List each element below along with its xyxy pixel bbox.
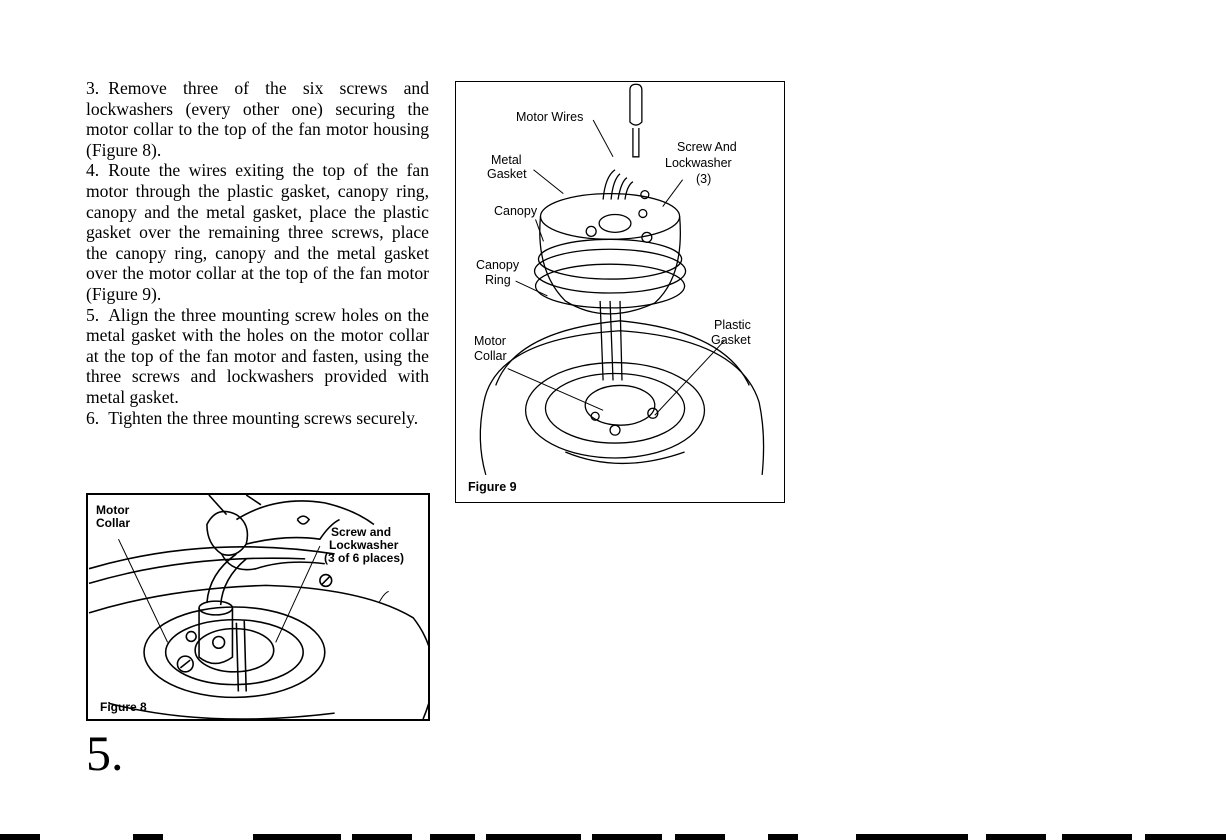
step-number: 4. <box>86 160 100 181</box>
label-motor: Motor <box>96 503 130 517</box>
step-number: 6. <box>86 407 100 428</box>
instruction-step-6 <box>86 408 429 429</box>
label-motor: Motor <box>474 334 506 348</box>
label-screw-and: Screw And <box>677 140 737 154</box>
step-text: Remove three of the six screws and lockwashers (every other one) securing the motor collar to the top of the fan motor housing (Figure 8). <box>86 78 429 160</box>
step-number: 3. <box>86 78 100 98</box>
step-text: Align the three mounting screw holes on the metal gasket with the holes on the motor collar at the top of the fan motor and fasten, using the three screws and lockwashers provided with metal gasket. <box>86 304 429 407</box>
page-number: 5. <box>86 725 124 781</box>
step-text: Route the wires exiting the top of the fan motor through the plastic gasket, canopy ring, canopy and the metal gasket, place the plastic gasket over the remaining three screws, place the canopy ring, canopy and the metal gasket over the motor collar at the top of the fan motor (Figure 9). <box>86 160 429 304</box>
figure-9 <box>455 81 785 503</box>
label-plastic-gasket: Gasket <box>711 333 751 347</box>
instruction-step-5 <box>86 305 429 408</box>
instruction-step-4 <box>86 160 429 304</box>
scan-edge-marks <box>0 834 1226 840</box>
installation-instructions <box>86 78 429 428</box>
figure-9-caption: Figure 9 <box>468 480 517 494</box>
label-collar: Collar <box>474 349 507 363</box>
label-screw-and: Screw and <box>331 525 392 539</box>
label-canopy: Canopy <box>494 204 538 218</box>
label-canopy-ring-2: Ring <box>485 273 511 287</box>
label-collar: Collar <box>96 516 131 530</box>
step-text: Tighten the three mounting screws securely. <box>108 407 419 428</box>
label-metal: Metal <box>491 153 522 167</box>
label-screw-count: (3) <box>696 172 712 186</box>
label-plastic: Plastic <box>714 318 751 332</box>
figure-8-caption: Figure 8 <box>100 700 147 714</box>
instruction-step-3 <box>86 78 429 160</box>
label-lockwasher: Lockwasher <box>329 538 399 552</box>
label-motor-wires: Motor Wires <box>516 110 584 124</box>
label-gasket: Gasket <box>487 167 527 181</box>
step-number: 5. <box>86 304 100 325</box>
label-lockwasher: Lockwasher <box>665 156 732 170</box>
label-canopy-ring-1: Canopy <box>476 258 520 272</box>
figure-8 <box>86 493 430 721</box>
label-places: (3 of 6 places) <box>324 551 405 565</box>
